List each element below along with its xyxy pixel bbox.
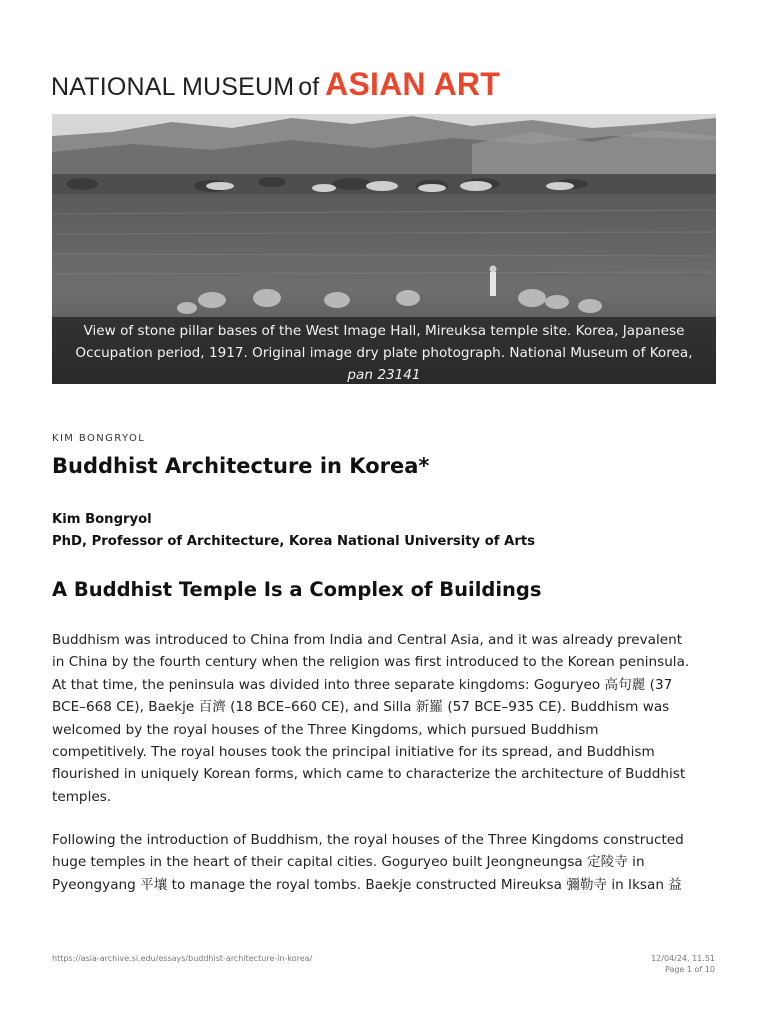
paragraph-line: flourished in uniquely Korean forms, which came to characterize the architecture of Buddhist: [52, 766, 686, 783]
paragraph-line: competitively. The royal houses took the principal initiative for its spread, and Buddhism: [52, 744, 655, 761]
paragraph-line: Buddhism was introduced to China from India and Central Asia, and it was already prevalent: [52, 632, 683, 648]
footer-datetime: 12/04/24, 11.51: [651, 954, 715, 963]
paragraph-line: Following the introduction of Buddhism, the royal houses of the Three Kingdoms constructed: [52, 832, 684, 848]
paragraph-line: Pyeongyang 平壤 to manage the royal tombs. Baekje constructed Mireuksa 彌勒寺 in Iksan 益: [52, 876, 682, 893]
paragraph-line: At that time, the peninsula was divided into three separate kingdoms: Goguryeo 高句麗 (37: [52, 676, 673, 693]
museum-logo[interactable]: [51, 66, 500, 102]
author-name: Kim Bongryol: [52, 512, 152, 527]
hero-caption: [52, 317, 716, 384]
section-heading: A Buddhist Temple Is a Complex of Buildings: [52, 578, 542, 601]
paragraph-line: in China by the fourth century when the religion was first introduced to the Korean peninsula.: [52, 654, 690, 671]
caption-line-3: pan 23141: [347, 367, 421, 383]
body-paragraph-1: [52, 629, 722, 808]
paragraph-line: temples.: [52, 788, 112, 805]
footer-url[interactable]: https://asia-archive.si.edu/essays/buddhist-architecture-in-korea/: [52, 954, 313, 963]
article-title: Buddhist Architecture in Korea*: [52, 454, 430, 478]
logo-accent-text: ASIAN ART: [325, 66, 500, 102]
paragraph-line: BCE–668 CE), Baekje 百濟 (18 BCE–660 CE), and Silla 新羅 (57 BCE–935 CE). Buddhism was: [52, 699, 670, 716]
hero-photograph: [52, 114, 716, 384]
logo-of-text: of: [298, 73, 320, 101]
paragraph-line: welcomed by the royal houses of the Three Kingdoms, which pursued Buddhism: [52, 721, 599, 738]
body-paragraph-2: [52, 829, 722, 896]
author-kicker[interactable]: KIM BONGRYOL: [52, 433, 146, 444]
caption-line-1: View of stone pillar bases of the West Image Hall, Mireuksa temple site. Korea, Japanese: [83, 323, 685, 339]
footer-page-number: Page 1 of 10: [665, 965, 715, 974]
logo-main-text: NATIONAL MUSEUM: [51, 73, 295, 101]
caption-line-2: Occupation period, 1917. Original image dry plate photograph. National Museum of Korea,: [75, 345, 693, 361]
author-affiliation: PhD, Professor of Architecture, Korea National University of Arts: [52, 534, 535, 549]
paragraph-line: huge temples in the heart of their capital cities. Goguryeo built Jeongneungsa 定陵寺 in: [52, 854, 645, 871]
